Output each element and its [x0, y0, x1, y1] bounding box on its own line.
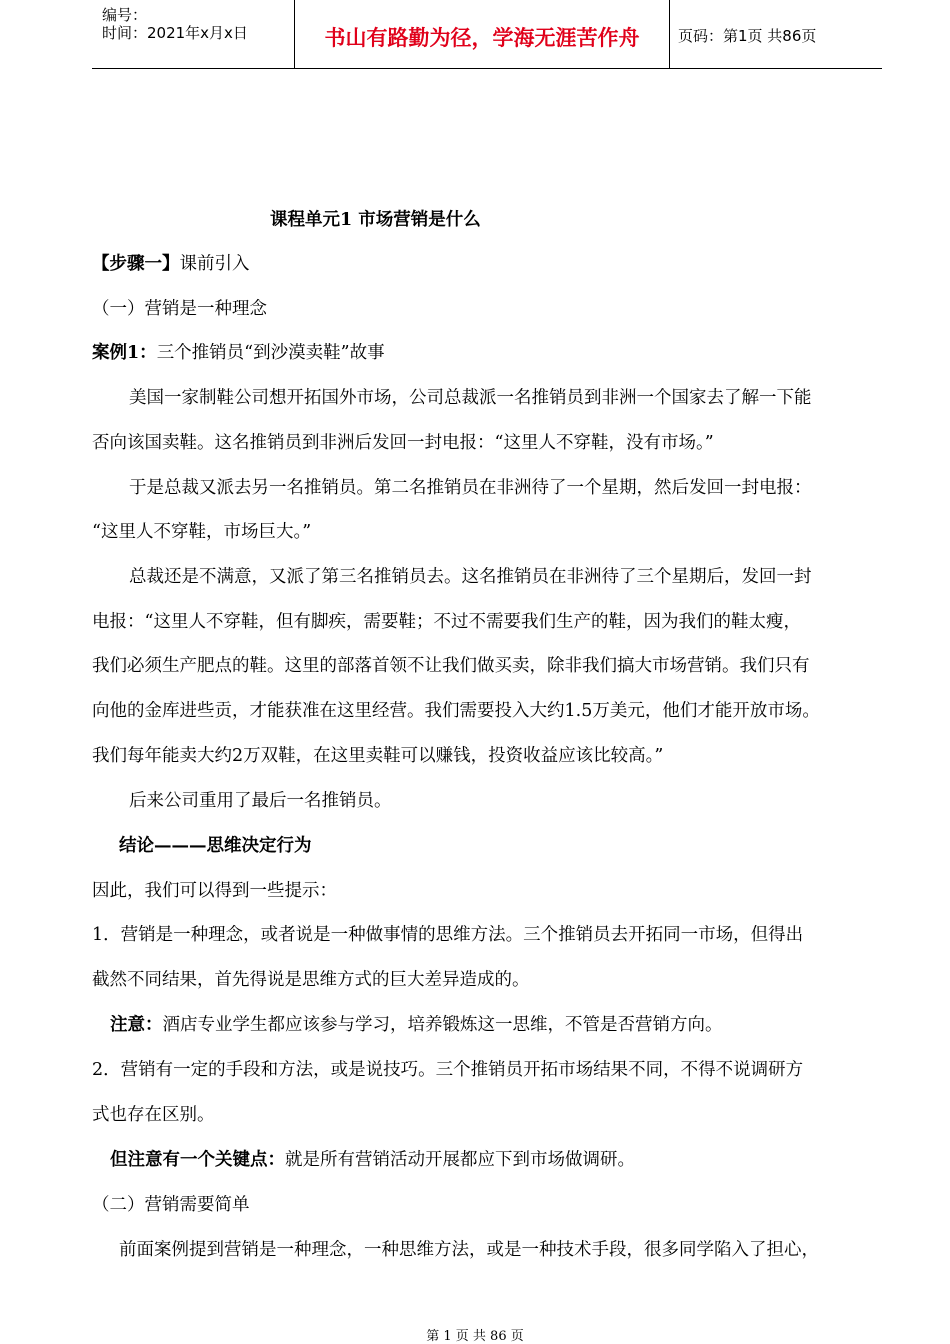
- para-line: “这里人不穿鞋，市场巨大。”: [92, 522, 312, 542]
- list-item-2-line: 式也存在区别。: [92, 1105, 215, 1125]
- para-line: 总裁还是不满意，又派了第三名推销员去。这名推销员在非洲待了三个星期后，发回一封: [129, 567, 812, 587]
- para-line: 我们必须生产肥点的鞋。这里的部落首领不让我们做买卖，除非我们搞大市场营销。我们只有: [92, 656, 810, 676]
- key-text: 就是所有营销活动开展都应下到市场做调研。: [285, 1150, 635, 1170]
- page-code: 页码：第1页 共86页: [678, 27, 817, 45]
- para-line: 电报：“这里人不穿鞋，但有脚疾，需要鞋；不过不需要我们生产的鞋，因为我们的鞋太瘦，: [92, 612, 801, 632]
- step1-text: 课前引入: [179, 254, 250, 274]
- page-header: [92, 0, 882, 69]
- case-label: 案例1：: [92, 343, 157, 363]
- list-item-1-line: 1．营销是一种理念，或者说是一种做事情的思维方法。三个推销员去开拓同一市场，但得出: [92, 925, 804, 945]
- para-line: 向他的金库进些贡，才能获准在这里经营。我们需要投入大约1.5万美元，他们才能开放市场。: [92, 701, 820, 721]
- note-text: 酒店专业学生都应该参与学习，培养锻炼这一思维，不管是否营销方向。: [162, 1015, 723, 1035]
- para-line: 我们每年能卖大约2万双鞋，在这里卖鞋可以赚钱，投资收益应该比较高。”: [92, 746, 664, 766]
- time-label: 时间：2021年x月x日: [102, 24, 248, 42]
- page-footer: 第 1 页 共 86 页: [426, 1329, 524, 1344]
- para-line: 后来公司重用了最后一名推销员。: [129, 791, 392, 811]
- para-line: 前面案例提到营销是一种理念，一种思维方法，或是一种技术手段，很多同学陷入了担心，: [119, 1240, 819, 1260]
- number-label: 编号：: [102, 6, 148, 24]
- key-label: 但注意有一个关键点：: [110, 1150, 285, 1170]
- list-item-2-line: 2．营销有一定的手段和方法，或是说技巧。三个推销员开拓市场结果不同，不得不说调研方: [92, 1060, 804, 1080]
- para-line: 美国一家制鞋公司想开拓国外市场，公司总裁派一名推销员到非洲一个国家去了解一下能: [129, 388, 812, 408]
- hint-intro: 因此，我们可以得到一些提示：: [92, 881, 337, 901]
- note: [110, 1011, 723, 1036]
- case-heading: [92, 339, 385, 364]
- motto: 书山有路勤为径，学海无涯苦作舟: [324, 26, 640, 50]
- section-2-heading: （二）营销需要简单: [92, 1195, 250, 1215]
- note-label: 注意：: [110, 1015, 163, 1035]
- header-right-cell: [668, 0, 882, 68]
- conclusion: 结论———思维决定行为: [119, 836, 312, 856]
- para-line: 否向该国卖鞋。这名推销员到非洲后发回一封电报：“这里人不穿鞋，没有市场。”: [92, 433, 714, 453]
- para-line: 于是总裁又派去另一名推销员。第二名推销员在非洲待了一个星期，然后发回一封电报：: [129, 478, 812, 498]
- header-left-cell: [92, 0, 294, 68]
- case-title: 三个推销员“到沙漠卖鞋”故事: [156, 343, 385, 363]
- step1-label: 【步骤一】: [92, 254, 180, 274]
- list-item-1-line: 截然不同结果，首先得说是思维方式的巨大差异造成的。: [92, 970, 530, 990]
- step1: [92, 250, 250, 275]
- section-1-heading: （一）营销是一种理念: [92, 299, 267, 319]
- page-title: 课程单元1 市场营销是什么: [270, 210, 481, 230]
- key-point: [110, 1146, 635, 1171]
- header-middle-cell: [294, 0, 670, 68]
